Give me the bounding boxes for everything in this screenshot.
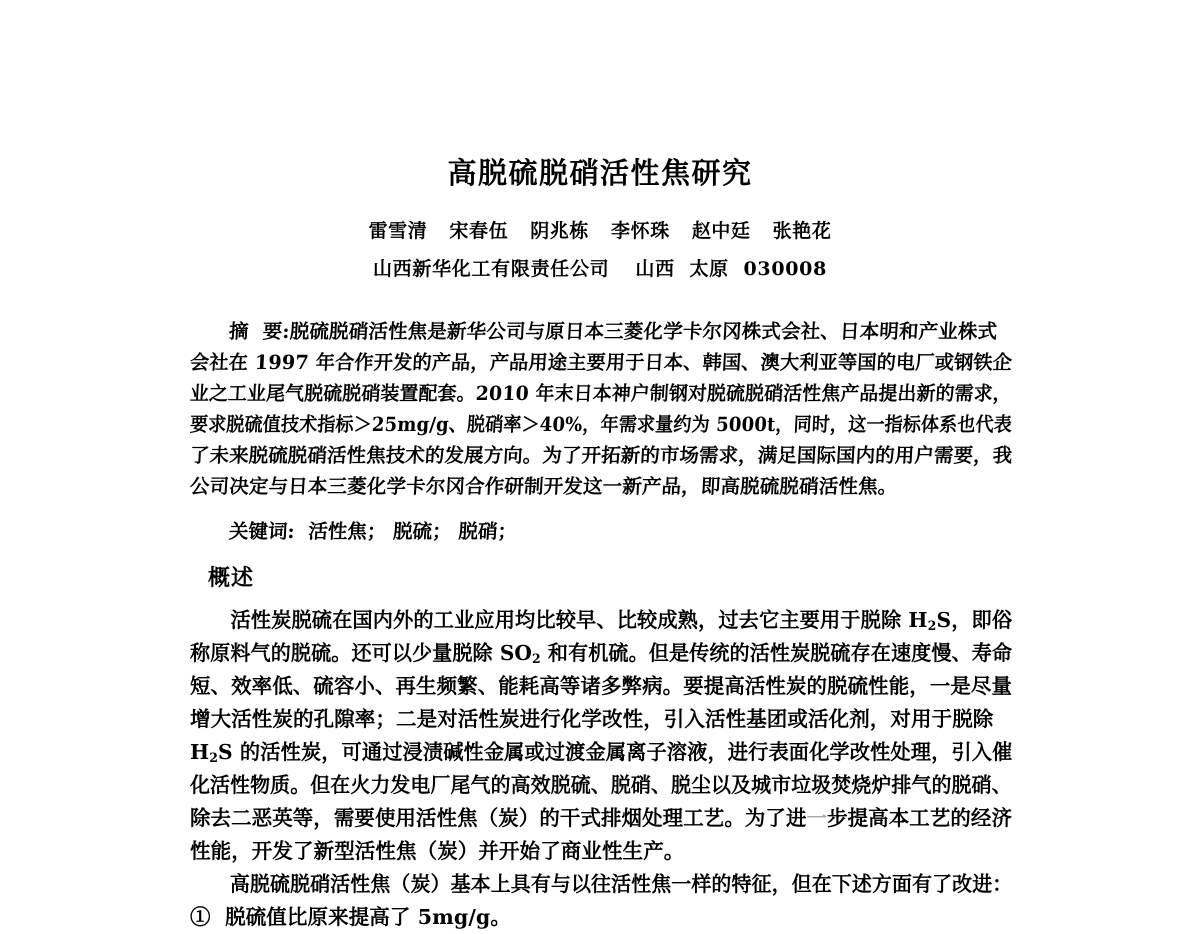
body-text: 活性炭脱硫在国内外的工业应用均比较早、比较成熟，过去它主要用于脱除 H [230, 608, 928, 632]
list-item [190, 901, 1012, 934]
subscript: 2 [532, 650, 541, 666]
author-name: 阴兆栋 [530, 220, 589, 242]
abstract-line-2: 会社在 1997 年合作开发的产品，产品用途主要用于日本、韩国、澳大利亚等国的电厂或钢铁企 [189, 351, 1013, 374]
abstract-line-4: 要求脱硫值技术指标＞25mg/g、脱硝率＞40%，年需求量约为 5000t，同时，这一指标体系也代表 [189, 413, 1013, 436]
keyword-item: 脱硫； [392, 520, 453, 543]
body-text: 一 [806, 806, 828, 830]
body-line [190, 835, 1012, 868]
affiliation-postal-code: 030008 [743, 258, 828, 280]
body-text: H [190, 740, 210, 764]
body-line [190, 736, 1012, 769]
abstract-text: 脱硫脱硝活性焦是新华公司与原日本三菱化学卡尔冈株式会社、日本明和产业株式 [289, 320, 998, 343]
body-text: S，即俗 [936, 608, 1013, 632]
list-item-marker: ① [190, 905, 211, 929]
body-line [190, 868, 1012, 901]
section-heading-container [208, 562, 1030, 594]
body-line [190, 769, 1012, 802]
body-line [190, 604, 1012, 637]
keywords-label: 关键词: [228, 520, 296, 543]
body-text: 性能，开发了新型活性焦（炭）并开始了商业性生产。 [190, 839, 685, 863]
subscript: 2 [209, 749, 219, 765]
keywords-line [189, 516, 1013, 547]
author-name: 赵中廷 [691, 220, 751, 242]
body-text: 和有机硫。但是传统的活性炭脱硫存在速度慢、寿命 [540, 641, 1013, 665]
title-container [0, 155, 1200, 191]
author-list [0, 217, 1200, 246]
abstract-line-3: 业之工业尾气脱硫脱硝装置配套。2010 年末日本神户制钢对脱硫脱硝活性焦产品提出新的需求， [189, 382, 1013, 405]
affiliation-container [0, 255, 1200, 284]
abstract-line-6: 公司决定与日本三菱化学卡尔冈合作研制开发这一新产品，即高脱硫脱硝活性焦。 [189, 475, 899, 498]
keyword-item: 脱硝； [457, 520, 518, 543]
body-text: 除去二恶英等，需要使用活性焦（炭）的干式排烟处理工艺。为了进 [190, 806, 807, 830]
abstract-line-1 [189, 316, 1013, 347]
subscript: 2 [927, 617, 937, 633]
section-heading-overview: 概述 [208, 565, 255, 591]
affiliation-line [0, 255, 1200, 284]
body-line [190, 637, 1012, 670]
body-text: S 的活性炭，可通过浸渍碱性金属或过渡金属离子溶液，进行表面化学改性处理，引入催 [218, 740, 1013, 764]
keywords-container [190, 516, 1012, 547]
abstract-label: 摘 要: [228, 320, 291, 343]
body-text: 增大活性炭的孔隙率；二是对活性炭进行化学改性，引入活性基团或活化剂，对用于脱除 [190, 707, 994, 731]
marker-spacer [211, 905, 225, 929]
body-text: 化活性物质。但在火力发电厂尾气的高效脱硫、脱硝、脱尘以及城市垃圾焚烧炉排气的脱硝、 [190, 773, 1012, 797]
abstract-container [190, 316, 1012, 502]
body-line [190, 703, 1012, 736]
body-line [190, 670, 1012, 703]
author-name: 雷雪清 [368, 220, 428, 242]
affiliation-city: 太原 [689, 258, 729, 280]
list-item-label: 脱硫值比原来提高了 5mg/g。 [225, 905, 511, 929]
affiliation-province: 山西 [635, 258, 675, 280]
section-body [190, 604, 1012, 934]
keyword-item: 活性焦； [307, 520, 387, 543]
abstract-line-5: 了未来脱硫脱硝活性焦技术的发展方向。为了开拓新的市场需求，满足国际国内的用户需要，我 [189, 444, 1013, 467]
authors-container [0, 217, 1200, 246]
author-name: 宋春伍 [449, 220, 509, 242]
affiliation-organization: 山西新华化工有限责任公司 [372, 258, 610, 280]
body-text: 高脱硫脱硝活性焦（炭）基本上具有与以往活性焦一样的特征，但在下述方面有了改进： [229, 872, 1013, 896]
author-name: 李怀珠 [611, 220, 670, 242]
body-text: 称原料气的脱硫。还可以少量脱除 SO [190, 641, 533, 665]
author-name: 张艳花 [772, 220, 832, 242]
body-line [190, 802, 1012, 835]
body-text: 步提高本工艺的经济 [827, 806, 1013, 830]
body-text: 短、效率低、硫容小、再生频繁、能耗高等诸多弊病。要提高活性炭的脱硫性能，一是尽量 [190, 674, 1013, 698]
page-title: 高脱硫脱硝活性焦研究 [447, 156, 753, 190]
